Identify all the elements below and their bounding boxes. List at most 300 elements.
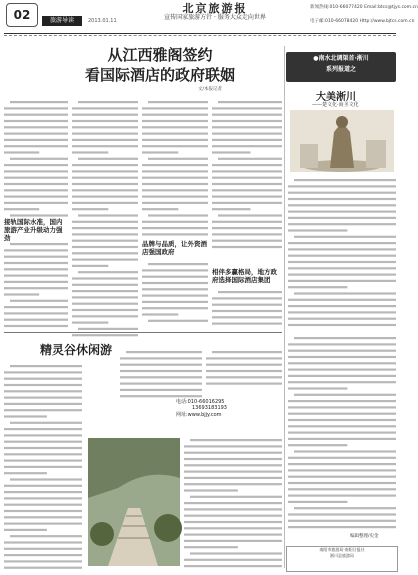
text-line bbox=[78, 101, 138, 103]
text-line bbox=[4, 114, 68, 116]
text-line bbox=[4, 434, 82, 436]
text-line bbox=[4, 145, 68, 147]
text-line bbox=[288, 381, 396, 383]
text-line bbox=[120, 370, 202, 372]
text-line bbox=[212, 304, 282, 306]
text-line bbox=[4, 390, 82, 392]
text-line bbox=[72, 315, 138, 317]
text-line bbox=[212, 316, 282, 318]
text-line bbox=[212, 107, 282, 109]
text-line bbox=[4, 287, 68, 289]
text-line bbox=[288, 387, 347, 389]
text-line bbox=[288, 444, 347, 446]
text-line bbox=[218, 291, 282, 293]
text-line bbox=[72, 259, 138, 261]
text-line bbox=[288, 318, 396, 320]
text-line bbox=[190, 552, 282, 554]
text-line bbox=[288, 299, 396, 301]
text-line bbox=[4, 256, 68, 258]
text-line bbox=[4, 126, 68, 128]
text-line bbox=[184, 502, 282, 504]
text-texture bbox=[142, 260, 208, 320]
text-line bbox=[148, 263, 208, 265]
text-line bbox=[10, 300, 68, 302]
text-line bbox=[120, 395, 202, 397]
text-line bbox=[184, 452, 282, 454]
text-line bbox=[4, 196, 68, 198]
text-line bbox=[218, 214, 282, 216]
text-line bbox=[212, 170, 282, 172]
feature-text bbox=[4, 362, 82, 568]
text-texture bbox=[184, 436, 282, 566]
text-line bbox=[4, 523, 82, 525]
text-line bbox=[294, 507, 396, 509]
text-line bbox=[4, 164, 68, 166]
text-line bbox=[72, 227, 138, 229]
text-line bbox=[288, 305, 396, 307]
text-line bbox=[184, 464, 282, 466]
text-line bbox=[72, 126, 138, 128]
text-line bbox=[72, 322, 108, 324]
text-line bbox=[72, 177, 138, 179]
text-line bbox=[142, 164, 208, 166]
text-line bbox=[4, 447, 82, 449]
text-line bbox=[288, 463, 396, 465]
text-line bbox=[288, 520, 396, 522]
text-line bbox=[4, 529, 47, 531]
text-line bbox=[10, 365, 82, 367]
text-line bbox=[78, 214, 138, 216]
text-line bbox=[120, 389, 202, 391]
text-line bbox=[4, 275, 68, 277]
text-line bbox=[142, 107, 208, 109]
text-line bbox=[4, 554, 82, 556]
text-line bbox=[288, 375, 396, 377]
text-line bbox=[288, 425, 396, 427]
text-line bbox=[212, 351, 282, 353]
text-line bbox=[184, 471, 282, 473]
text-texture bbox=[4, 362, 82, 568]
text-line bbox=[72, 202, 138, 204]
text-line bbox=[206, 357, 282, 359]
text-line bbox=[142, 120, 208, 122]
series-banner-line: ●南水北调渠首·淅川 bbox=[313, 55, 369, 62]
statue-photo bbox=[290, 110, 394, 172]
contact-line: 新闻热线:010-66077420 Email:btcs@tjys.com.cn bbox=[310, 5, 418, 10]
text-line bbox=[142, 233, 208, 235]
feature-text bbox=[288, 334, 396, 529]
sponsor-line: 淅川县旅游局 bbox=[330, 552, 354, 558]
text-line bbox=[120, 376, 202, 378]
text-line bbox=[4, 139, 68, 141]
article-column bbox=[4, 240, 68, 330]
text-line bbox=[72, 107, 138, 109]
text-line bbox=[142, 139, 208, 141]
text-line bbox=[72, 290, 138, 292]
text-line bbox=[288, 280, 396, 282]
text-line bbox=[4, 560, 82, 562]
text-line bbox=[72, 246, 138, 248]
text-line bbox=[4, 202, 68, 204]
text-line bbox=[72, 284, 138, 286]
text-line bbox=[72, 208, 108, 210]
text-line bbox=[288, 356, 396, 358]
text-line bbox=[148, 320, 208, 322]
text-line bbox=[78, 158, 138, 160]
text-line bbox=[218, 101, 282, 103]
text-line bbox=[4, 133, 68, 135]
text-line bbox=[184, 515, 282, 517]
article-column bbox=[212, 288, 282, 328]
text-line bbox=[142, 183, 208, 185]
text-line bbox=[212, 164, 282, 166]
text-line bbox=[72, 183, 138, 185]
text-line bbox=[288, 274, 396, 276]
text-texture bbox=[120, 348, 202, 400]
text-line bbox=[212, 202, 282, 204]
text-line bbox=[142, 307, 208, 309]
text-line bbox=[142, 282, 208, 284]
text-line bbox=[4, 397, 82, 399]
text-line bbox=[72, 265, 108, 267]
subheading: 相伴多赢格局，地方政府选择国际酒店集团 bbox=[212, 268, 277, 284]
text-line bbox=[184, 445, 282, 447]
text-line bbox=[4, 504, 82, 506]
masthead: 北京旅游报 bbox=[182, 2, 248, 15]
text-line bbox=[288, 457, 396, 459]
text-line bbox=[72, 151, 108, 153]
text-line bbox=[142, 313, 178, 315]
feature-text bbox=[206, 348, 282, 388]
text-line bbox=[72, 170, 138, 172]
text-line bbox=[288, 413, 396, 415]
feature-subtitle: ——楚文化·商圣文化 bbox=[312, 102, 359, 108]
text-line bbox=[10, 422, 82, 424]
article-column bbox=[4, 98, 68, 216]
text-line bbox=[142, 145, 208, 147]
text-line bbox=[288, 229, 347, 231]
text-line bbox=[142, 114, 208, 116]
subheading: 品牌与品质，让外资酒店强国政府 bbox=[142, 240, 207, 256]
text-line bbox=[4, 120, 68, 122]
text-line bbox=[72, 221, 138, 223]
text-line bbox=[78, 271, 138, 273]
text-line bbox=[212, 126, 282, 128]
text-line bbox=[4, 441, 82, 443]
text-line bbox=[184, 483, 282, 485]
text-line bbox=[4, 472, 47, 474]
text-line bbox=[148, 158, 208, 160]
text-line bbox=[206, 370, 282, 372]
article-column bbox=[212, 98, 282, 248]
header-rule bbox=[4, 33, 396, 34]
text-texture bbox=[288, 334, 396, 529]
text-line bbox=[4, 491, 82, 493]
text-line bbox=[4, 151, 39, 153]
text-line bbox=[4, 567, 82, 569]
text-line bbox=[288, 482, 396, 484]
text-line bbox=[212, 120, 282, 122]
text-line bbox=[4, 371, 82, 373]
text-line bbox=[212, 297, 282, 299]
text-texture bbox=[72, 98, 138, 338]
text-line bbox=[4, 107, 68, 109]
text-line bbox=[212, 233, 282, 235]
feature-text bbox=[120, 348, 202, 400]
ad-line: 网址:www.bjjy.com bbox=[176, 412, 222, 418]
headline-primary: 从江西雅阁签约 bbox=[107, 46, 213, 64]
text-line bbox=[288, 311, 396, 313]
text-line bbox=[4, 460, 82, 462]
text-line bbox=[72, 277, 138, 279]
text-line bbox=[10, 158, 68, 160]
text-line bbox=[294, 179, 396, 181]
text-line bbox=[126, 351, 202, 353]
text-line bbox=[288, 211, 396, 213]
text-line bbox=[72, 296, 138, 298]
text-line bbox=[212, 151, 251, 153]
text-line bbox=[288, 185, 396, 187]
text-line bbox=[142, 170, 208, 172]
text-line bbox=[4, 485, 82, 487]
ad-line: 13693183193 bbox=[192, 405, 227, 411]
text-line bbox=[288, 438, 396, 440]
text-line bbox=[72, 240, 138, 242]
text-line bbox=[184, 521, 282, 523]
text-line bbox=[288, 362, 396, 364]
text-line bbox=[288, 488, 396, 490]
text-line bbox=[4, 268, 68, 270]
article-column bbox=[72, 98, 138, 338]
text-line bbox=[72, 196, 138, 198]
contact-line: 电子邮:010-66078420 Http://www.bjtcs.com.cn bbox=[310, 19, 415, 24]
text-line bbox=[72, 309, 138, 311]
text-line bbox=[288, 495, 396, 497]
text-line bbox=[4, 497, 82, 499]
ad-line: 电话:010-66016295 bbox=[176, 399, 225, 405]
text-line bbox=[212, 240, 282, 242]
text-line bbox=[212, 183, 282, 185]
text-line bbox=[288, 217, 396, 219]
text-line bbox=[288, 198, 396, 200]
text-line bbox=[142, 133, 208, 135]
text-line bbox=[288, 350, 396, 352]
text-line bbox=[212, 114, 282, 116]
text-texture bbox=[206, 348, 282, 388]
text-line bbox=[4, 306, 68, 308]
text-line bbox=[4, 177, 68, 179]
text-line bbox=[212, 246, 282, 248]
text-line bbox=[288, 526, 396, 528]
article-column bbox=[142, 98, 208, 238]
text-line bbox=[142, 202, 208, 204]
text-line bbox=[120, 357, 202, 359]
text-line bbox=[212, 189, 282, 191]
text-line bbox=[4, 541, 82, 543]
text-line bbox=[4, 516, 82, 518]
text-line bbox=[78, 328, 138, 330]
text-line bbox=[4, 510, 82, 512]
text-line bbox=[184, 559, 282, 561]
tagline: 宣传国家旅游方针 · 服务大众走向世界 bbox=[164, 14, 266, 21]
text-line bbox=[10, 243, 68, 245]
text-texture bbox=[4, 240, 68, 330]
text-line bbox=[72, 133, 138, 135]
text-line bbox=[142, 208, 178, 210]
text-line bbox=[212, 227, 282, 229]
text-line bbox=[72, 145, 138, 147]
text-line bbox=[218, 158, 282, 160]
header-rule-dashed bbox=[4, 35, 396, 36]
text-line bbox=[294, 450, 396, 452]
text-line bbox=[4, 428, 82, 430]
column-divider bbox=[284, 46, 285, 568]
text-line bbox=[288, 369, 396, 371]
text-line bbox=[142, 196, 208, 198]
text-line bbox=[288, 204, 396, 206]
text-line bbox=[4, 548, 82, 550]
text-line bbox=[4, 183, 68, 185]
feature-title: 大美淅川 bbox=[316, 92, 356, 103]
text-line bbox=[72, 252, 138, 254]
feature-title: 精灵谷休闲游 bbox=[40, 343, 113, 357]
text-line bbox=[184, 489, 238, 491]
text-line bbox=[4, 262, 68, 264]
text-line bbox=[206, 383, 282, 385]
text-line bbox=[288, 261, 396, 263]
text-line bbox=[72, 334, 138, 336]
byline: 文/本报记者 bbox=[197, 87, 223, 92]
text-line bbox=[72, 114, 138, 116]
text-line bbox=[10, 101, 68, 103]
article-column bbox=[142, 260, 208, 320]
text-line bbox=[294, 337, 396, 339]
text-line bbox=[4, 409, 82, 411]
text-line bbox=[4, 312, 68, 314]
text-line bbox=[212, 323, 282, 325]
trail-photo bbox=[88, 438, 180, 566]
text-line bbox=[288, 248, 396, 250]
text-line bbox=[72, 233, 138, 235]
text-line bbox=[288, 324, 396, 326]
text-line bbox=[4, 325, 68, 327]
text-line bbox=[184, 565, 282, 567]
text-line bbox=[212, 310, 282, 312]
text-line bbox=[4, 466, 82, 468]
text-line bbox=[10, 535, 82, 537]
text-line bbox=[288, 432, 396, 434]
text-line bbox=[142, 227, 208, 229]
text-line bbox=[206, 376, 282, 378]
text-line bbox=[212, 221, 282, 223]
text-texture bbox=[212, 288, 282, 328]
section-divider bbox=[4, 332, 282, 333]
editor-credit: 编辑整理/史金 bbox=[350, 534, 379, 539]
text-line bbox=[288, 469, 396, 471]
series-banner-line: 系列报道之 bbox=[325, 66, 356, 73]
text-line bbox=[184, 546, 238, 548]
text-line bbox=[4, 249, 68, 251]
text-texture bbox=[288, 176, 396, 326]
text-line bbox=[10, 214, 68, 216]
text-line bbox=[288, 242, 396, 244]
text-line bbox=[4, 293, 39, 295]
text-texture bbox=[142, 98, 208, 238]
text-line bbox=[4, 319, 68, 321]
text-line bbox=[184, 458, 282, 460]
text-line bbox=[4, 415, 47, 417]
subheading: 接轨国际水准，国内旅游产业升级动力强劲 bbox=[4, 218, 63, 242]
page-number: 02 bbox=[6, 3, 38, 27]
text-line bbox=[148, 214, 208, 216]
text-line bbox=[142, 189, 208, 191]
text-line bbox=[212, 145, 282, 147]
text-line bbox=[184, 527, 282, 529]
text-line bbox=[288, 255, 396, 257]
sponsor-box bbox=[286, 546, 398, 572]
text-line bbox=[206, 364, 282, 366]
text-line bbox=[142, 269, 208, 271]
text-line bbox=[212, 177, 282, 179]
text-line bbox=[142, 276, 208, 278]
text-line bbox=[288, 267, 396, 269]
text-line bbox=[4, 208, 39, 210]
text-line bbox=[184, 534, 282, 536]
headline-secondary: 看国际酒店的政府联姻 bbox=[84, 66, 235, 84]
text-line bbox=[72, 303, 138, 305]
text-line bbox=[4, 453, 82, 455]
text-line bbox=[190, 496, 282, 498]
text-line bbox=[288, 476, 396, 478]
issue-date: 2013.01.11 bbox=[88, 18, 117, 24]
feature-text bbox=[184, 436, 282, 566]
text-line bbox=[4, 189, 68, 191]
text-line bbox=[4, 281, 68, 283]
text-line bbox=[288, 501, 347, 503]
ad-contact bbox=[176, 398, 227, 418]
text-line bbox=[72, 139, 138, 141]
text-line bbox=[142, 177, 208, 179]
text-line bbox=[4, 384, 82, 386]
series-banner bbox=[286, 52, 396, 82]
text-line bbox=[294, 292, 396, 294]
text-line bbox=[120, 364, 202, 366]
text-line bbox=[142, 151, 178, 153]
text-line bbox=[212, 133, 282, 135]
text-line bbox=[288, 223, 396, 225]
text-line bbox=[184, 508, 282, 510]
text-line bbox=[4, 403, 82, 405]
text-line bbox=[142, 288, 208, 290]
text-line bbox=[212, 208, 251, 210]
text-line bbox=[142, 301, 208, 303]
text-texture bbox=[4, 98, 68, 216]
text-line bbox=[72, 164, 138, 166]
text-line bbox=[142, 295, 208, 297]
text-line bbox=[190, 439, 282, 441]
text-line bbox=[288, 406, 396, 408]
text-line bbox=[148, 101, 208, 103]
text-line bbox=[142, 126, 208, 128]
text-line bbox=[288, 400, 396, 402]
text-line bbox=[72, 189, 138, 191]
text-line bbox=[72, 120, 138, 122]
text-line bbox=[4, 170, 68, 172]
text-line bbox=[4, 378, 82, 380]
text-line bbox=[288, 513, 396, 515]
text-line bbox=[184, 477, 282, 479]
text-line bbox=[288, 419, 396, 421]
